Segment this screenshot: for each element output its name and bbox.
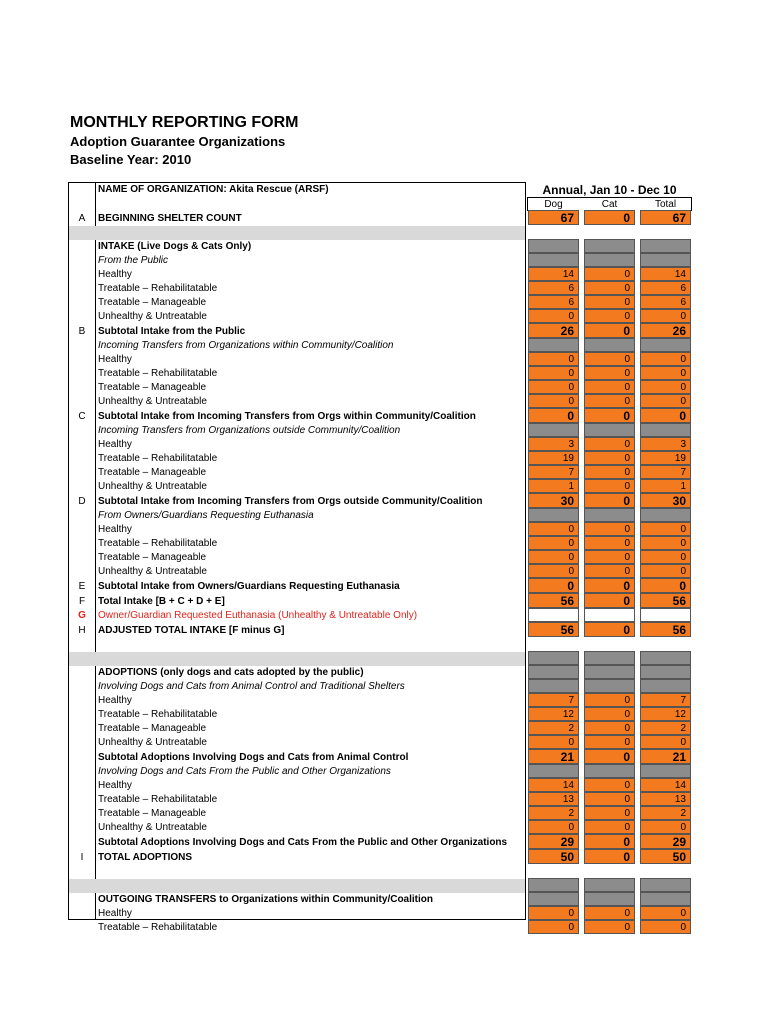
- row-label: Involving Dogs and Cats From the Public and Other Organizations: [98, 766, 391, 777]
- row-label: Treatable – Rehabilitatable: [98, 794, 218, 805]
- row-label: Incoming Transfers from Organizations outside Community/Coalition: [98, 425, 401, 436]
- value-cell-total[interactable]: 13: [640, 792, 691, 806]
- value-cell-dog[interactable]: 6: [528, 281, 579, 295]
- annual-period-title: Annual, Jan 10 - Dec 10: [542, 183, 677, 197]
- value-cell-total[interactable]: 56: [640, 622, 691, 637]
- value-cell-cat[interactable]: 0: [584, 281, 635, 295]
- table-row: [69, 565, 525, 579]
- value-cell-cat[interactable]: [584, 878, 635, 892]
- value-cell-total[interactable]: 0: [640, 394, 691, 408]
- row-label: INTAKE (Live Dogs & Cats Only): [98, 241, 252, 252]
- value-cell-cat[interactable]: 0: [584, 465, 635, 479]
- row-label: Treatable – Manageable: [98, 382, 207, 393]
- table-row: [69, 183, 525, 197]
- value-cell-total[interactable]: [640, 338, 691, 352]
- table-row: [69, 424, 525, 438]
- column-header-dog: Dog: [544, 199, 563, 210]
- value-cell-dog[interactable]: 0: [528, 820, 579, 834]
- value-cell-total[interactable]: 12: [640, 707, 691, 721]
- table-row: [69, 282, 525, 296]
- value-cell-cat[interactable]: 0: [584, 522, 635, 536]
- value-cell-cat[interactable]: 0: [584, 451, 635, 465]
- row-label: Treatable – Rehabilitatable: [98, 709, 218, 720]
- table-row: [69, 736, 525, 750]
- table-row: [69, 609, 525, 623]
- value-cell-cat[interactable]: 0: [584, 408, 635, 423]
- value-cell-dog[interactable]: 7: [528, 693, 579, 707]
- table-row: [69, 793, 525, 807]
- value-cell-dog[interactable]: 0: [528, 408, 579, 423]
- row-label: Healthy: [98, 354, 132, 365]
- value-cell-total[interactable]: 2: [640, 806, 691, 820]
- row-label: Healthy: [98, 780, 132, 791]
- table-row: [69, 835, 525, 850]
- row-label: Treatable – Manageable: [98, 467, 207, 478]
- table-row: [69, 907, 525, 921]
- table-row: [69, 638, 525, 652]
- row-label: Subtotal Intake from Incoming Transfers from Orgs within Community/Coalition: [98, 411, 476, 422]
- value-cell-cat[interactable]: 0: [584, 693, 635, 707]
- row-code: H: [78, 625, 86, 636]
- value-cell-total[interactable]: 0: [640, 309, 691, 323]
- value-cell-dog[interactable]: 29: [528, 834, 579, 849]
- row-code: F: [78, 596, 86, 607]
- value-cell-total[interactable]: 0: [640, 522, 691, 536]
- row-label: ADOPTIONS (only dogs and cats adopted by the public): [98, 667, 364, 678]
- value-cell-cat[interactable]: 0: [584, 806, 635, 820]
- row-label: Treatable – Rehabilitatable: [98, 922, 218, 933]
- row-label: Treatable – Manageable: [98, 552, 207, 563]
- value-cell-cat[interactable]: [584, 651, 635, 665]
- row-label: Owner/Guardian Requested Euthanasia (Unhealthy & Untreatable Only): [98, 610, 418, 621]
- form-title: MONTHLY REPORTING FORM: [70, 114, 299, 131]
- table-row: [69, 850, 525, 865]
- table-row: [69, 865, 525, 879]
- value-cell-dog[interactable]: 14: [528, 778, 579, 792]
- value-cell-total[interactable]: 14: [640, 267, 691, 281]
- value-cell-total[interactable]: 0: [640, 550, 691, 564]
- value-cell-total[interactable]: 7: [640, 693, 691, 707]
- value-cell-cat[interactable]: [584, 338, 635, 352]
- table-row: [69, 666, 525, 680]
- value-cell-dog[interactable]: 56: [528, 622, 579, 637]
- value-cell-total[interactable]: 56: [640, 593, 691, 608]
- table-row: [69, 708, 525, 722]
- table-row: [69, 353, 525, 367]
- row-label: Subtotal Adoptions Involving Dogs and Cats from Animal Control: [98, 752, 409, 763]
- value-cell-cat[interactable]: 0: [584, 735, 635, 749]
- value-cell-total[interactable]: [640, 608, 691, 622]
- value-cell-dog[interactable]: 67: [528, 210, 579, 225]
- value-cell-cat[interactable]: [584, 508, 635, 522]
- value-cell-cat[interactable]: 0: [584, 749, 635, 764]
- value-cell-total[interactable]: 0: [640, 352, 691, 366]
- value-cell-dog[interactable]: 0: [528, 522, 579, 536]
- value-cell-cat[interactable]: 0: [584, 437, 635, 451]
- value-cell-dog[interactable]: [528, 878, 579, 892]
- value-cell-dog[interactable]: 7: [528, 465, 579, 479]
- value-cell-dog[interactable]: 2: [528, 721, 579, 735]
- row-code: A: [78, 213, 86, 224]
- table-row: [69, 480, 525, 494]
- value-cell-cat[interactable]: [584, 892, 635, 906]
- table-row: [69, 197, 525, 211]
- value-cell-cat[interactable]: 0: [584, 210, 635, 225]
- row-label: Treatable – Rehabilitatable: [98, 453, 218, 464]
- value-cell-total[interactable]: [640, 878, 691, 892]
- value-cell-cat[interactable]: 0: [584, 309, 635, 323]
- value-cell-total[interactable]: 0: [640, 906, 691, 920]
- value-cell-dog[interactable]: 0: [528, 906, 579, 920]
- value-cell-cat[interactable]: 0: [584, 707, 635, 721]
- value-cell-total[interactable]: [640, 665, 691, 679]
- table-row: [69, 310, 525, 324]
- value-cell-cat[interactable]: 0: [584, 366, 635, 380]
- value-cell-total[interactable]: 0: [640, 920, 691, 934]
- table-row: [69, 680, 525, 694]
- value-cell-cat[interactable]: 0: [584, 536, 635, 550]
- row-label: TOTAL ADOPTIONS: [98, 852, 193, 863]
- value-cell-total[interactable]: 0: [640, 366, 691, 380]
- value-cell-total[interactable]: 19: [640, 451, 691, 465]
- value-cell-cat[interactable]: 0: [584, 380, 635, 394]
- value-cell-cat[interactable]: 0: [584, 849, 635, 864]
- value-cell-total[interactable]: 0: [640, 564, 691, 578]
- value-cell-total[interactable]: 6: [640, 295, 691, 309]
- table-row: [69, 807, 525, 821]
- value-cell-total[interactable]: 0: [640, 735, 691, 749]
- row-code: E: [78, 581, 86, 592]
- table-row: [69, 537, 525, 551]
- value-cell-dog[interactable]: 3: [528, 437, 579, 451]
- row-label: Treatable – Manageable: [98, 723, 207, 734]
- value-cell-dog[interactable]: 26: [528, 323, 579, 338]
- value-cell-total[interactable]: 6: [640, 281, 691, 295]
- table-row: [69, 523, 525, 537]
- row-label: Subtotal Intake from Incoming Transfers from Orgs outside Community/Coalition: [98, 496, 483, 507]
- row-label: Healthy: [98, 524, 132, 535]
- value-cell-total[interactable]: 2: [640, 721, 691, 735]
- value-cell-cat[interactable]: [584, 665, 635, 679]
- table-row: [69, 750, 525, 765]
- row-label: Involving Dogs and Cats from Animal Control and Traditional Shelters: [98, 681, 405, 692]
- value-cell-dog[interactable]: 12: [528, 707, 579, 721]
- value-cell-dog[interactable]: [528, 764, 579, 778]
- value-cell-total[interactable]: [640, 679, 691, 693]
- row-label: Subtotal Intake from the Public: [98, 326, 246, 337]
- table-row: [69, 466, 525, 480]
- row-label: Healthy: [98, 908, 132, 919]
- row-label: Treatable – Rehabilitatable: [98, 368, 218, 379]
- value-cell-dog[interactable]: 0: [528, 366, 579, 380]
- table-row: [69, 240, 525, 254]
- row-label: Unhealthy & Untreatable: [98, 481, 207, 492]
- row-label: Healthy: [98, 269, 132, 280]
- value-cell-total[interactable]: 50: [640, 849, 691, 864]
- row-label: Unhealthy & Untreatable: [98, 396, 207, 407]
- row-code: B: [78, 326, 86, 337]
- value-cell-dog[interactable]: 0: [528, 564, 579, 578]
- value-cell-cat[interactable]: [584, 423, 635, 437]
- value-cell-dog[interactable]: 56: [528, 593, 579, 608]
- value-cell-dog[interactable]: 1: [528, 479, 579, 493]
- table-row: [69, 579, 525, 594]
- row-code: C: [78, 411, 86, 422]
- row-label: Healthy: [98, 439, 132, 450]
- value-cell-cat[interactable]: 0: [584, 906, 635, 920]
- table-row: [69, 594, 525, 609]
- row-label: From Owners/Guardians Requesting Euthanasia: [98, 510, 314, 521]
- row-label: Unhealthy & Untreatable: [98, 566, 207, 577]
- row-label: Unhealthy & Untreatable: [98, 822, 207, 833]
- value-cell-total[interactable]: 14: [640, 778, 691, 792]
- table-row: [69, 438, 525, 452]
- row-label: ADJUSTED TOTAL INTAKE [F minus G]: [98, 625, 285, 636]
- row-label: Subtotal Adoptions Involving Dogs and Cats From the Public and Other Organizations: [98, 837, 508, 848]
- value-cell-cat[interactable]: [584, 764, 635, 778]
- baseline-year: Baseline Year: 2010: [70, 152, 192, 167]
- row-label: Healthy: [98, 695, 132, 706]
- table-row: [69, 226, 525, 240]
- value-cell-cat[interactable]: 0: [584, 352, 635, 366]
- table-row: [69, 367, 525, 381]
- value-cell-total[interactable]: 0: [640, 408, 691, 423]
- value-cell-dog[interactable]: 0: [528, 920, 579, 934]
- report-labels-table: [68, 182, 526, 933]
- row-label: OUTGOING TRANSFERS to Organizations within Community/Coalition: [98, 894, 433, 905]
- value-cell-cat[interactable]: 0: [584, 550, 635, 564]
- value-cell-dog[interactable]: [528, 423, 579, 437]
- value-cell-total[interactable]: [640, 892, 691, 906]
- row-code: D: [78, 496, 86, 507]
- value-cell-dog[interactable]: 0: [528, 380, 579, 394]
- table-row: [69, 254, 525, 268]
- value-cell-total[interactable]: 0: [640, 820, 691, 834]
- value-cell-cat[interactable]: 0: [584, 295, 635, 309]
- row-label: Incoming Transfers from Organizations within Community/Coalition: [98, 340, 394, 351]
- value-cell-total[interactable]: 0: [640, 578, 691, 593]
- value-cell-dog[interactable]: 14: [528, 267, 579, 281]
- value-cell-cat[interactable]: 0: [584, 834, 635, 849]
- value-cell-cat[interactable]: 0: [584, 394, 635, 408]
- value-cell-cat[interactable]: 0: [584, 593, 635, 608]
- table-row: [69, 623, 525, 638]
- value-cell-dog[interactable]: [528, 651, 579, 665]
- value-cell-cat[interactable]: 0: [584, 721, 635, 735]
- value-cell-dog[interactable]: [528, 338, 579, 352]
- value-cell-cat[interactable]: 0: [584, 792, 635, 806]
- value-cell-total[interactable]: 21: [640, 749, 691, 764]
- value-cell-total[interactable]: 29: [640, 834, 691, 849]
- value-cell-cat[interactable]: 0: [584, 578, 635, 593]
- row-label: Treatable – Rehabilitatable: [98, 283, 218, 294]
- value-cell-dog[interactable]: 6: [528, 295, 579, 309]
- table-row: [69, 652, 525, 666]
- value-cell-total[interactable]: 1: [640, 479, 691, 493]
- value-cell-dog[interactable]: 0: [528, 550, 579, 564]
- value-cell-total[interactable]: 26: [640, 323, 691, 338]
- value-cell-total[interactable]: 30: [640, 493, 691, 508]
- value-cell-cat[interactable]: 0: [584, 323, 635, 338]
- value-cell-dog[interactable]: [528, 892, 579, 906]
- value-cell-total[interactable]: [640, 508, 691, 522]
- table-row: [69, 694, 525, 708]
- value-cell-dog[interactable]: 0: [528, 309, 579, 323]
- value-cell-cat[interactable]: 0: [584, 622, 635, 637]
- value-cell-dog[interactable]: [528, 239, 579, 253]
- value-cell-cat[interactable]: 0: [584, 820, 635, 834]
- column-header-cat: Cat: [601, 199, 618, 210]
- value-cell-cat[interactable]: [584, 253, 635, 267]
- value-cell-dog[interactable]: 0: [528, 536, 579, 550]
- table-row: [69, 893, 525, 907]
- row-label: Unhealthy & Untreatable: [98, 737, 207, 748]
- row-code: G: [78, 610, 86, 621]
- value-cell-dog[interactable]: [528, 608, 579, 622]
- table-row: [69, 268, 525, 282]
- row-label: Total Intake [B + C + D + E]: [98, 596, 225, 607]
- value-cell-total[interactable]: 7: [640, 465, 691, 479]
- value-cell-dog[interactable]: 21: [528, 749, 579, 764]
- value-cell-dog[interactable]: 0: [528, 394, 579, 408]
- row-label: Unhealthy & Untreatable: [98, 311, 207, 322]
- value-cell-cat[interactable]: 0: [584, 479, 635, 493]
- value-cell-total[interactable]: [640, 253, 691, 267]
- value-cell-cat[interactable]: [584, 679, 635, 693]
- column-header-total: Total: [654, 199, 677, 210]
- value-cell-cat[interactable]: 0: [584, 493, 635, 508]
- table-row: [69, 296, 525, 310]
- value-cell-dog[interactable]: 30: [528, 493, 579, 508]
- value-cell-dog[interactable]: 50: [528, 849, 579, 864]
- value-cell-dog[interactable]: 0: [528, 352, 579, 366]
- value-cell-dog[interactable]: [528, 665, 579, 679]
- value-cell-cat[interactable]: [584, 608, 635, 622]
- row-code: I: [80, 852, 84, 863]
- table-row: [69, 779, 525, 793]
- value-cell-dog[interactable]: 19: [528, 451, 579, 465]
- value-cell-total[interactable]: 0: [640, 536, 691, 550]
- table-row: [69, 765, 525, 779]
- row-label: Subtotal Intake from Owners/Guardians Requesting Euthanasia: [98, 581, 400, 592]
- table-row: [69, 921, 525, 935]
- value-cell-dog[interactable]: [528, 253, 579, 267]
- value-cell-cat[interactable]: [584, 239, 635, 253]
- value-cell-dog[interactable]: 13: [528, 792, 579, 806]
- value-cell-total[interactable]: [640, 423, 691, 437]
- table-row: [69, 339, 525, 353]
- row-label: Treatable – Rehabilitatable: [98, 538, 218, 549]
- table-row: [69, 409, 525, 424]
- row-label: From the Public: [98, 255, 169, 266]
- value-cell-total[interactable]: [640, 764, 691, 778]
- table-row: [69, 722, 525, 736]
- table-row: [69, 509, 525, 523]
- value-cell-cat[interactable]: 0: [584, 920, 635, 934]
- value-cell-dog[interactable]: 2: [528, 806, 579, 820]
- value-cell-cat[interactable]: 0: [584, 267, 635, 281]
- value-cell-dog[interactable]: [528, 508, 579, 522]
- table-row: [69, 211, 525, 226]
- value-cell-dog[interactable]: 0: [528, 578, 579, 593]
- value-cell-total[interactable]: 3: [640, 437, 691, 451]
- table-row: [69, 821, 525, 835]
- table-row: [69, 452, 525, 466]
- row-label: BEGINNING SHELTER COUNT: [98, 213, 242, 224]
- table-row: [69, 324, 525, 339]
- table-row: [69, 494, 525, 509]
- value-cell-total[interactable]: [640, 651, 691, 665]
- row-label: Treatable – Manageable: [98, 808, 207, 819]
- row-label: Treatable – Manageable: [98, 297, 207, 308]
- value-cell-total[interactable]: [640, 239, 691, 253]
- value-cell-cat[interactable]: 0: [584, 778, 635, 792]
- table-row: [69, 395, 525, 409]
- value-cell-total[interactable]: 0: [640, 380, 691, 394]
- form-subtitle: Adoption Guarantee Organizations: [70, 134, 286, 149]
- table-row: [69, 879, 525, 893]
- value-cell-dog[interactable]: 0: [528, 735, 579, 749]
- table-row: [69, 381, 525, 395]
- value-cell-cat[interactable]: 0: [584, 564, 635, 578]
- row-label: NAME OF ORGANIZATION: Akita Rescue (ARSF): [98, 184, 329, 195]
- value-cell-total[interactable]: 67: [640, 210, 691, 225]
- value-cell-dog[interactable]: [528, 679, 579, 693]
- table-row: [69, 551, 525, 565]
